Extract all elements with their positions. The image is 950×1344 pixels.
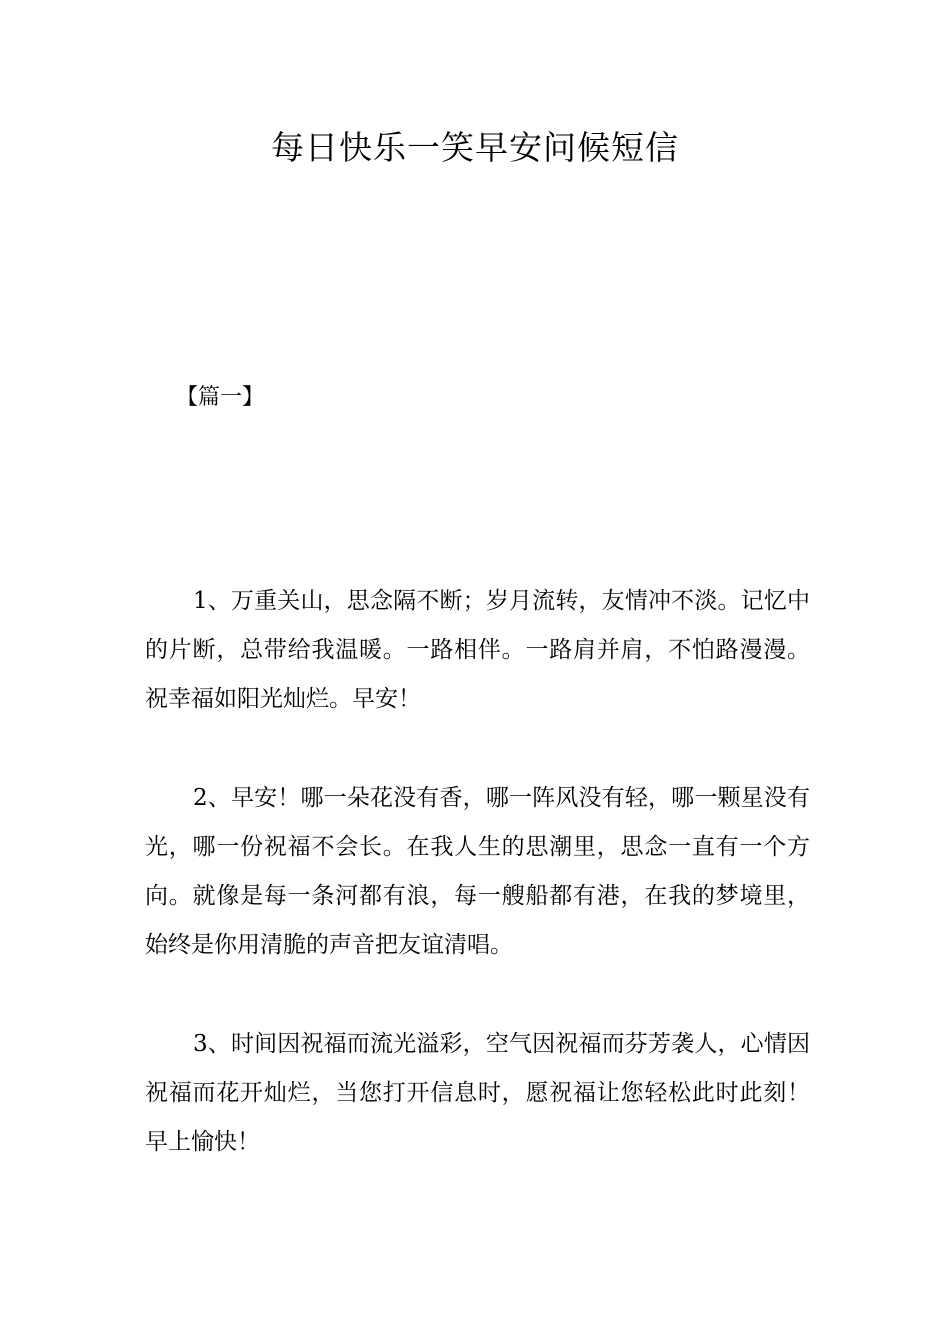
paragraph-2: 2、早安！哪一朵花没有香，哪一阵风没有轻，哪一颗星没有光，哪一份祝福不会长。在我人生的思潮里，思念一直有一个方向。就像是每一条河都有浪，每一艘船都有港，在我的梦境里，始终是你用清脆的声音把友谊清唱。 [145, 785, 810, 958]
paragraph-1: 1、万重关山，思念隔不断；岁月流转，友情冲不淡。记忆中的片断，总带给我温暖。一路相伴。一路肩并肩，不怕路漫漫。祝幸福如阳光灿烂。早安！ [145, 588, 810, 712]
paragraph-3: 3、时间因祝福而流光溢彩，空气因祝福而芬芳袭人，心情因祝福而花开灿烂，当您打开信息时，愿祝福让您轻松此时此刻！早上愉快！ [145, 1031, 810, 1155]
document-title: 每日快乐一笑早安问候短信 [271, 128, 679, 167]
section-heading: 【篇一】 [176, 385, 265, 410]
